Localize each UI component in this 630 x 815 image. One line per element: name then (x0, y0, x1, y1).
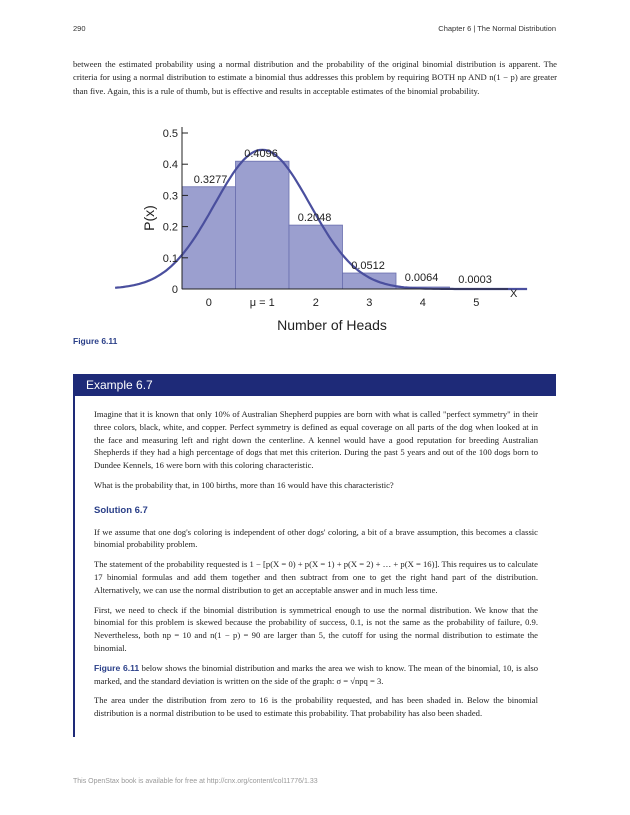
solution-paragraph-2: The statement of the probability requested is 1 − [p(X = 0) + p(X = 1) + p(X = 2) + … + p(X = 16)]. This requires us to calculate 17 binomial formulas and add them together and then subtract from one to get the right hand part of the distribution. Alternatively, we can use the normal distribution to get an acceptable answer and in much less time. (94, 559, 538, 595)
y-tick-label-0.4: 0.4 (162, 159, 178, 172)
y-tick-label-0.2: 0.2 (162, 221, 178, 234)
data-label-1: 0.4096 (244, 148, 278, 161)
data-label-0: 0.3277 (193, 173, 228, 186)
example-header: Example 6.7 (73, 374, 556, 396)
solution-paragraph-3: First, we need to check if the binomial distribution is symmetrical enough to use the normal distribution. We know that the binomial for this problem is skewed because the probability of success, 0.1, is not the same as the probability of failure, 0.9. Nevertheless, both np = 10 and n(1 − p) = 90 are larger than 5, the cutoff for using the normal distribution to estimate the binomial. (94, 604, 538, 653)
solution-paragraph-4-text: below shows the binomial distribution and marks the area we wish to know. The mean of the binomial, 10, is also marked, and the standard deviation is written on the side of the graph: σ = √npq = 3. (94, 662, 538, 686)
figure-reference-link[interactable]: Figure 6.11 (94, 662, 140, 673)
data-label-5: 0.0003 (458, 273, 492, 286)
y-tick-label-0: 0 (171, 284, 178, 296)
x-tick-label-0: 0 (205, 297, 212, 309)
x-tick-label-2: 2 (312, 297, 319, 309)
bar-3 (343, 273, 397, 289)
example-paragraph-1: Imagine that it is known that only 10% of Australian Shepherd puppies are born with what is called "perfect symmetry" in their three colors, black, white, and copper. Perfect symmetry is defined as equal coverage on all parts of the dog when looked at in the face and measuring left and right down the centerline. A kennel would have a good reputation for breeding Australian Shepherds if they had a high percentage of dogs that met this criterion. During the past 5 years and out of the 100 dogs born to Dundee Kennels, 16 were born with this coloring characteristic. (94, 409, 538, 471)
binomial-chart (110, 115, 540, 337)
solution-paragraph-4 (94, 662, 538, 688)
example-body (94, 408, 538, 727)
y-tick-label-0.3: 0.3 (162, 190, 178, 203)
y-axis-title: P(x) (141, 205, 157, 231)
solution-paragraph-5: The area under the distribution from zero to 16 is the probability requested, and has been shaded in. Below the binomial distribution is a normal distribution to be used to estimate this probability. That probability has also been shaded. (94, 695, 538, 719)
x-axis-title: Number of Heads (277, 317, 387, 333)
data-label-3: 0.0512 (351, 260, 385, 273)
data-label-2: 0.2048 (297, 212, 332, 225)
bar-0 (182, 187, 236, 289)
y-tick-label-0.5: 0.5 (162, 128, 178, 140)
footer-text: This OpenStax book is available for free at http://cnx.org/content/col11776/1.33 (73, 778, 318, 785)
x-tick-label-1: μ = 1 (249, 297, 275, 309)
intro-paragraph: between the estimated probability using a normal distribution and the probability of the original binomial distribution is apparent. The criteria for using a normal distribution to estimate a binomial thus addresses this problem by requiring BOTH np AND n(1 − p) are greater than five. Again, this is a rule of thumb, but is effective and results in acceptable estimates of the binomial probability. (73, 59, 557, 96)
solution-title: Solution 6.7 (94, 504, 148, 516)
bar-2 (289, 225, 343, 289)
data-label-4: 0.0064 (404, 272, 439, 285)
example-question: What is the probability that, in 100 births, more than 16 would have this characteristic? (94, 479, 394, 490)
page-number: 290 (73, 24, 86, 33)
x-tick-label-3: 3 (366, 297, 373, 309)
x-tick-label-4: 4 (419, 297, 426, 309)
y-tick-label-0.1: 0.1 (162, 252, 178, 265)
solution-paragraph-1: If we assume that one dog's coloring is independent of other dogs' coloring, a bit of a brave assumption, this becomes a classic binomial probability problem. (94, 526, 538, 550)
chapter-header: Chapter 6 | The Normal Distribution (438, 24, 556, 33)
example-left-rule (73, 396, 75, 737)
x-tick-label-5: 5 (473, 297, 480, 309)
bar-1 (236, 161, 290, 289)
x-axis-end-label: X (510, 288, 518, 300)
figure-caption: Figure 6.11 (73, 336, 118, 346)
